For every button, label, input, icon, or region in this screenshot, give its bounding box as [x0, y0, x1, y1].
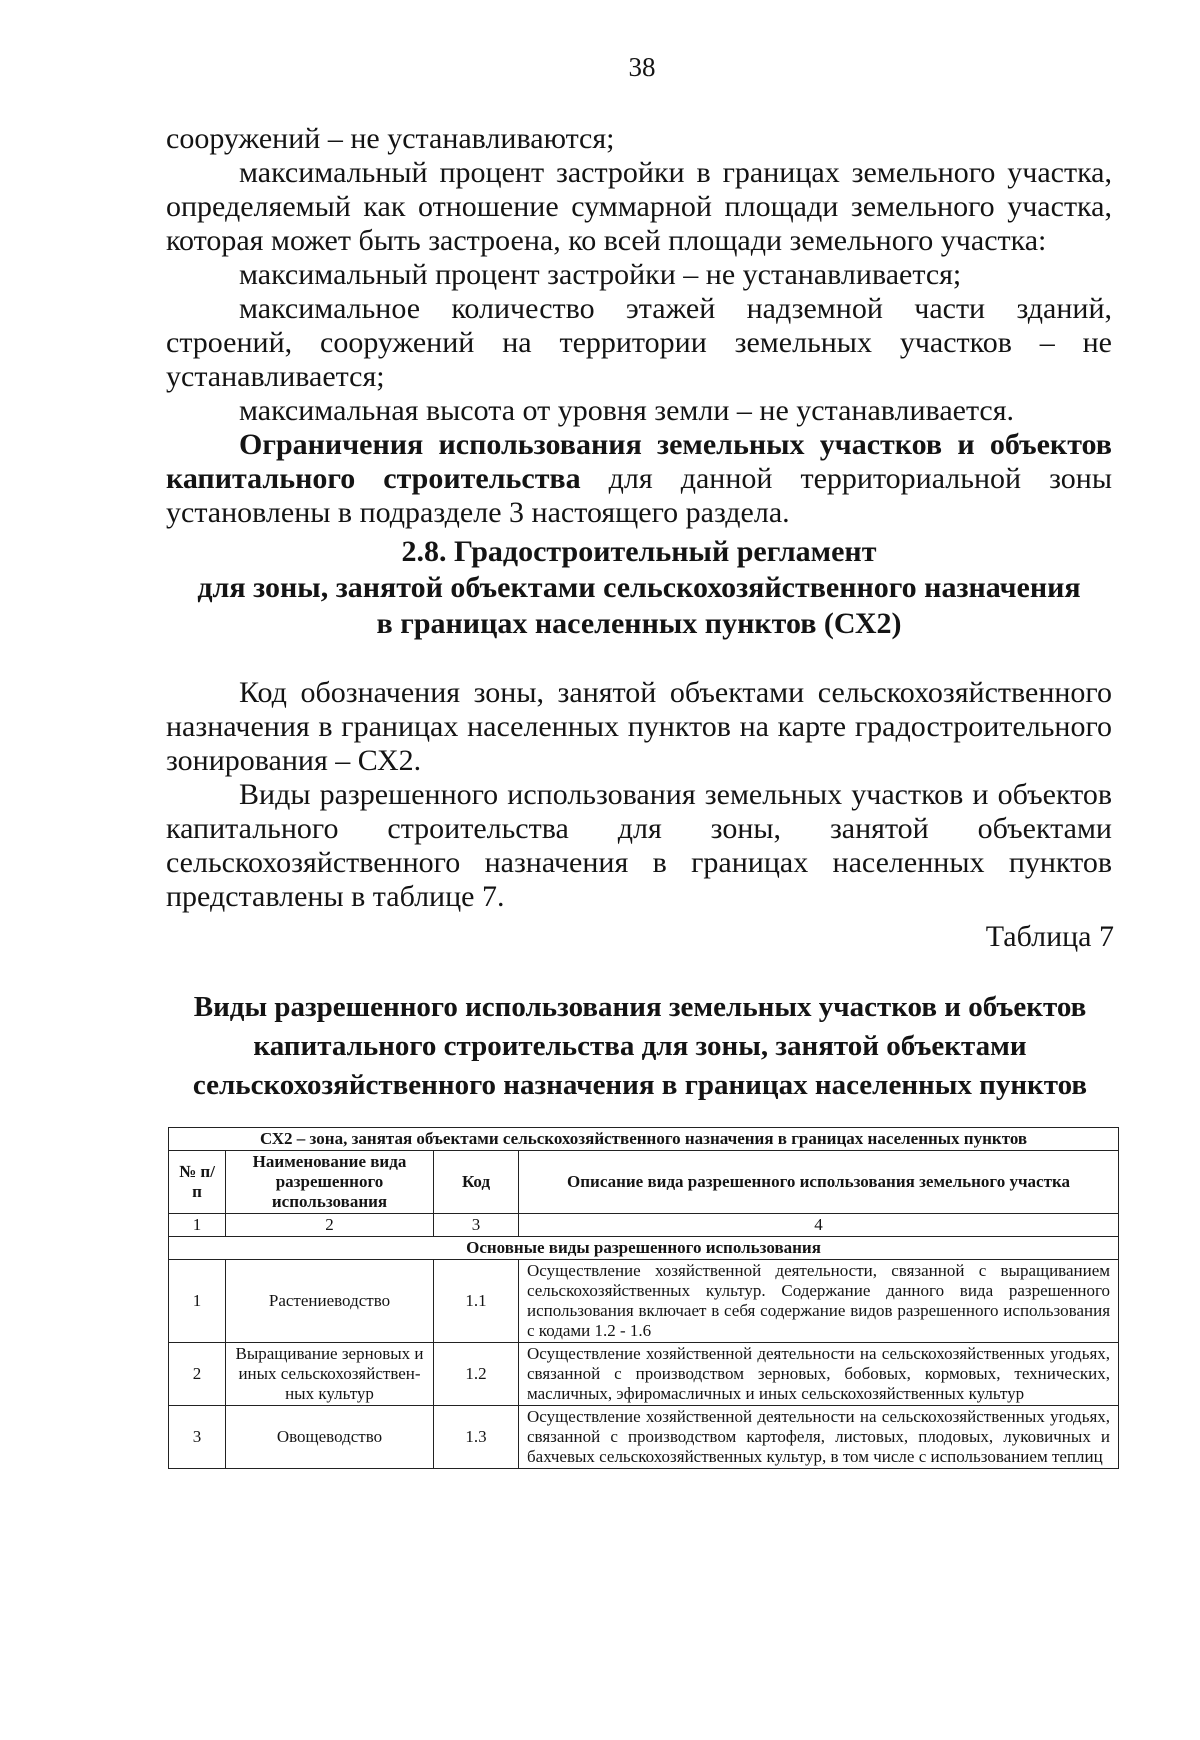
intro-paragraph-4: максимальное количество этажей надземной части зданий, строений, сооружений на территории земельных участков – не устанавливается; — [166, 292, 1112, 393]
row-number: 2 — [169, 1343, 226, 1406]
zone-header-cell: СХ2 – зона, занятая объектами сельскохозяйственного назначения в границах населенных пунктов — [169, 1128, 1119, 1151]
column-number-3: 3 — [434, 1214, 519, 1237]
zone-header-row — [169, 1128, 1119, 1151]
row-code: 1.2 — [434, 1343, 519, 1406]
table-title-line-3: сельскохозяйственного назначения в границах населенных пунктов — [192, 1069, 1088, 1101]
intro-paragraph-5: максимальная высота от уровня земли – не устанавливается. — [239, 394, 1015, 427]
intro-text — [166, 122, 1112, 530]
section-heading — [166, 534, 1112, 642]
section-row — [169, 1237, 1119, 1260]
row-number: 1 — [169, 1260, 226, 1343]
row-description: Осуществление хозяйственной деятельности на сельскохозяйственных угодьях, связанной с производством зерновых, бобовых, кормовых, технических, масличных, эфиромасличных и иных сельскохозяйственных культур — [519, 1343, 1119, 1406]
column-number-4: 4 — [519, 1214, 1119, 1237]
restrictions-bold: Ограничения использования земельных участков и объектов капитального строительства — [166, 428, 1112, 495]
header-name: Наименование вида разрешенного использования — [226, 1151, 434, 1214]
table-reference: Таблица 7 — [985, 920, 1114, 953]
table-row — [169, 1343, 1119, 1406]
table-row — [169, 1260, 1119, 1343]
header-number: № п/п — [169, 1151, 226, 1214]
intro-paragraph-3: максимальный процент застройки – не устанавливается; — [239, 258, 962, 291]
section-row-cell: Основные виды разрешенного использования — [169, 1237, 1119, 1260]
column-number-row — [169, 1214, 1119, 1237]
row-description: Осуществление хозяйственной деятельности, связанной с выращиванием сельскохозяйственных культур. Содержание данного вида разрешенного использования включает в себя содержание видов разрешенного использования с кодами 1.2 - 1.6 — [519, 1260, 1119, 1343]
land-use-table — [168, 1127, 1119, 1469]
row-number: 3 — [169, 1406, 226, 1469]
intro-paragraph-6 — [166, 428, 1112, 530]
row-name: Выращивание зерновых и иных сельскохозяйствен-ных культур — [226, 1343, 434, 1406]
intro-paragraph-2: максимальный процент застройки в границах земельного участка, определяемый как отношение суммарной площади земельного участка, которая может быть застроена, ко всей площади земельного участка: — [166, 156, 1112, 257]
table-title-line-1: Виды разрешенного использования земельных участков и объектов — [193, 991, 1087, 1023]
page-number: 38 — [628, 52, 656, 82]
column-number-1: 1 — [169, 1214, 226, 1237]
body-paragraph-2: Виды разрешенного использования земельных участков и объектов капитального строительства для зоны, занятой объектами сельскохозяйственного назначения в границах населенных пунктов представлены в таблице 7. — [166, 778, 1112, 913]
column-header-row — [169, 1151, 1119, 1214]
header-code: Код — [434, 1151, 519, 1214]
section-heading-line-3: в границах населенных пунктов (СХ2) — [376, 607, 902, 640]
section-heading-line-1: 2.8. Градостроительный регламент — [401, 535, 877, 568]
row-code: 1.3 — [434, 1406, 519, 1469]
row-code: 1.1 — [434, 1260, 519, 1343]
body-paragraph-1: Код обозначения зоны, занятой объектами сельскохозяйственного назначения в границах населенных пунктов на карте градостроительного зонирования – СХ2. — [166, 676, 1112, 777]
row-description: Осуществление хозяйственной деятельности на сельскохозяйственных угодьях, связанной с производством картофеля, листовых, плодовых, луковичных и бахчевых сельскохозяйственных культур, в том числе с использованием теплиц — [519, 1406, 1119, 1469]
row-name: Растениеводство — [226, 1260, 434, 1343]
body-text — [166, 676, 1112, 914]
intro-paragraph-1: сооружений – не устанавливаются; — [166, 122, 615, 155]
row-name: Овощеводство — [226, 1406, 434, 1469]
header-description: Описание вида разрешенного использования земельного участка — [519, 1151, 1119, 1214]
section-heading-line-2: для зоны, занятой объектами сельскохозяйственного назначения — [197, 571, 1081, 604]
column-number-2: 2 — [226, 1214, 434, 1237]
table-title — [150, 988, 1130, 1105]
table-row — [169, 1406, 1119, 1469]
table-title-line-2: капитального строительства для зоны, занятой объектами — [253, 1030, 1027, 1062]
restrictions-rest: для данной территориальной зоны установлены в подразделе 3 настоящего раздела. — [166, 462, 1112, 529]
